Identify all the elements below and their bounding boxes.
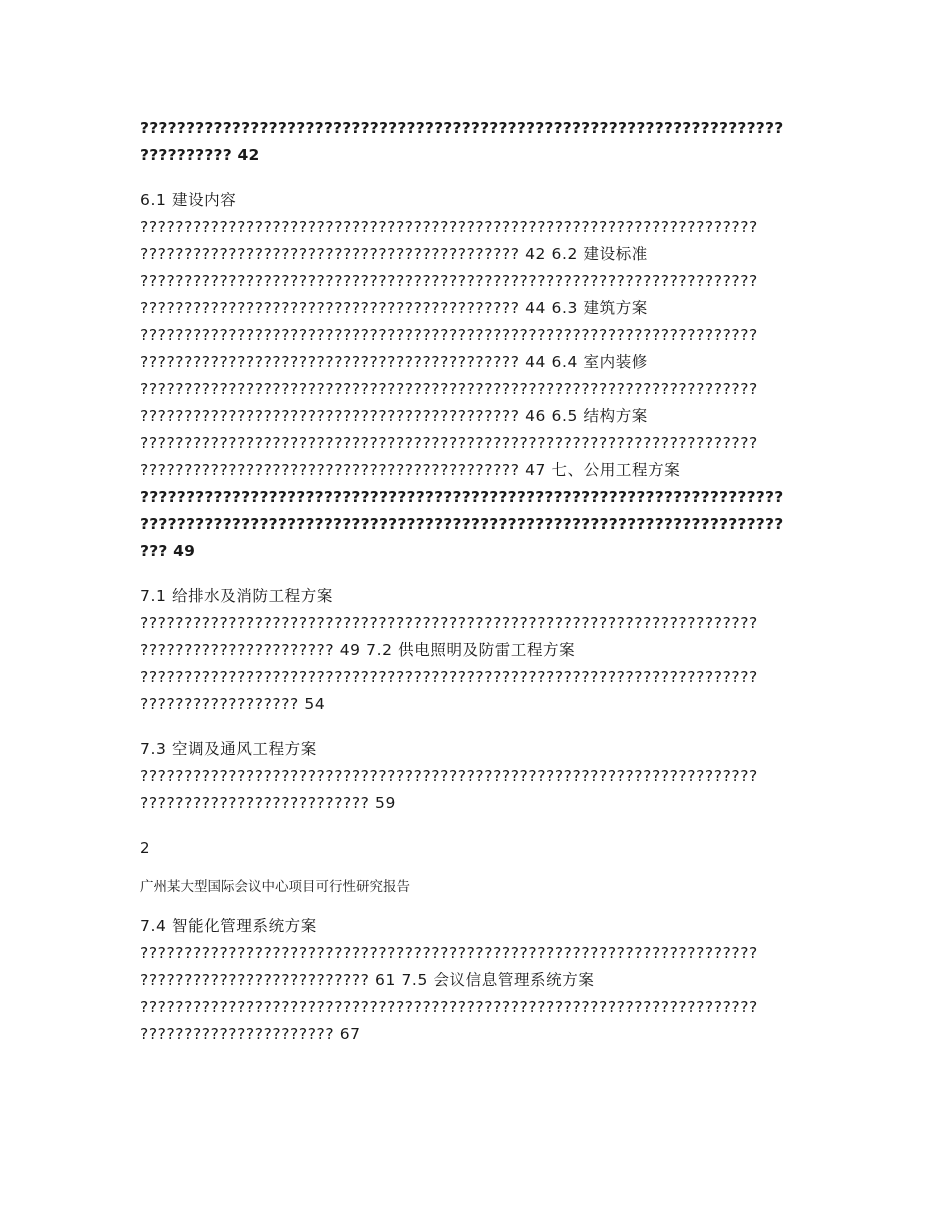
toc-line: ?????????????????????????????????????????????????????????????????????? (140, 218, 758, 236)
toc-line: ?????????????????????? 67 (140, 1025, 361, 1043)
spacer (140, 565, 830, 583)
spacer (140, 169, 830, 187)
toc-line: ??????????????????????????????????????????? 44 6.4 室内装修 (140, 353, 648, 371)
toc-line: ?????????????????????????????????????????????????????????????????????? (140, 119, 784, 137)
toc-heading-6-1: 6.1 建设内容 (140, 191, 237, 209)
spacer (140, 718, 830, 736)
toc-line: ?????????????????????????????????????????????????????????????????????? (140, 668, 758, 686)
toc-line: ?????????????????????????????????????????????????????????????????????? (140, 380, 758, 398)
toc-line: ?????????????????????? 49 7.2 供电照明及防雷工程方案 (140, 641, 576, 659)
toc-line: ?????????????????????????????????????????????????????????????????????? (140, 944, 758, 962)
toc-line: ?????????????????????????? 59 (140, 794, 396, 812)
toc-line: ?????????????????????????????????????????????????????????????????????? (140, 614, 758, 632)
toc-line: ?????????????????????????????????????????????????????????????????????? (140, 515, 784, 533)
toc-heading-7-4: 7.4 智能化管理系统方案 (140, 917, 317, 935)
toc-line: ??????????????????????????????????????????? 46 6.5 结构方案 (140, 407, 648, 425)
toc-line: ??????????????????????????????????????????? 42 6.2 建设标准 (140, 245, 648, 263)
toc-heading-7-1: 7.1 给排水及消防工程方案 (140, 587, 333, 605)
toc-line: ?????????????????????????????????????????????????????????????????????? (140, 326, 758, 344)
toc-line: ?????????????????????????????????????????????????????????????????????? (140, 767, 758, 785)
spacer (140, 817, 830, 835)
page-number: 2 (140, 839, 150, 857)
toc-line: ?????????????????????????????????????????????????????????????????????? (140, 434, 758, 452)
toc-heading-7-3: 7.3 空调及通风工程方案 (140, 740, 317, 758)
toc-line: ?????????????????????????? 61 7.5 会议信息管理系统方案 (140, 971, 595, 989)
toc-line: ?????????????????????????????????????????????????????????????????????? (140, 488, 784, 506)
toc-line: ??????????????????????????????????????????? 44 6.3 建筑方案 (140, 299, 648, 317)
toc-line: ?????????????????????????????????????????????????????????????????????? (140, 272, 758, 290)
toc-line: ?????????? 42 (140, 146, 260, 164)
spacer (140, 862, 830, 874)
spacer (140, 901, 830, 913)
toc-line: ?????????????????? 54 (140, 695, 326, 713)
toc-line: ??????????????????????????????????????????? 47 七、公用工程方案 (140, 461, 681, 479)
document-page (140, 115, 830, 1048)
toc-line: ??? 49 (140, 542, 196, 560)
toc-line: ?????????????????????????????????????????????????????????????????????? (140, 998, 758, 1016)
running-header: 广州某大型国际会议中心项目可行性研究报告 (140, 879, 410, 895)
